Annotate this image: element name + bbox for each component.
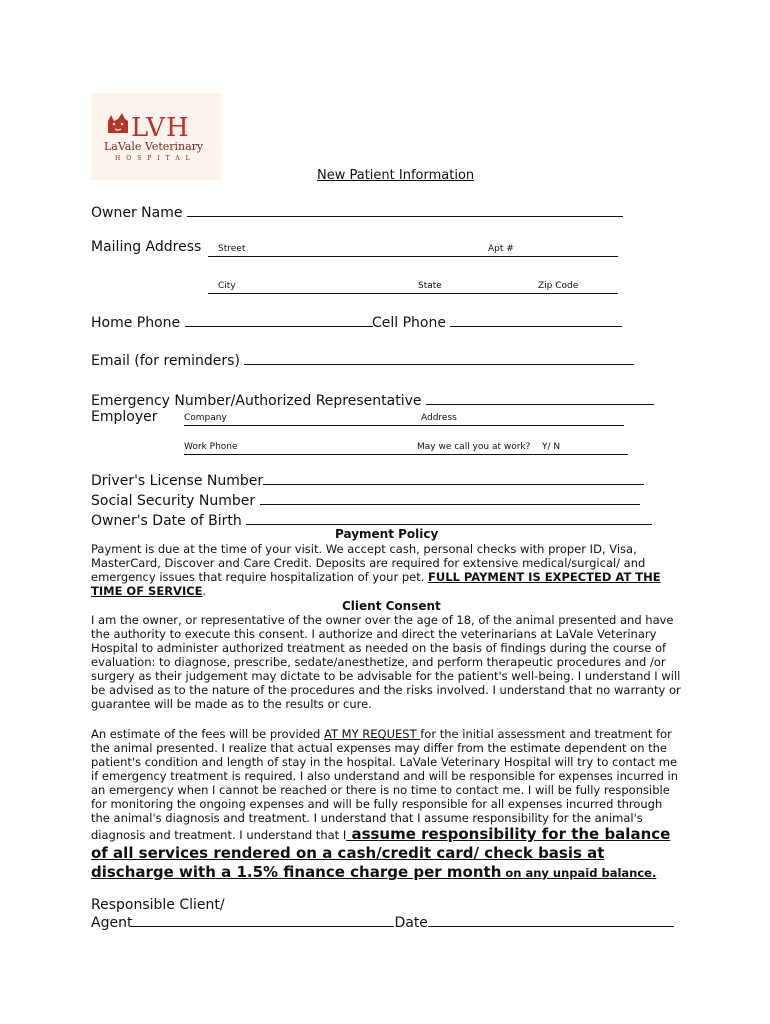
company-address-field[interactable] [184,413,624,426]
street-label: Street [218,244,246,254]
estimate-text-body: for the initial assessment and treatment for the animal presented. I realize that actual expenses may differ from the estimate dependent on the patient's condition and length of stay in the hospital. LaVale Veterinary Hospital will try to contact me if emergency treatment is required. I also understand and will be responsible for expenses incurred in an emergency when I cannot be reached or there is no time to contact me. I will be fully responsible for monitoring the ongoing expenses and will be fully responsible for all expenses incurred through the animal's diagnosis and treatment. I understand that I assume responsibility for the animal's diagnosis and treatment. I understand that I [91,727,679,842]
apt-label: Apt # [488,244,514,254]
full-payment-notice: FULL PAYMENT IS EXPECTED AT THE TIME OF SERVICE [91,570,661,598]
estimate-paragraph [91,727,681,882]
employer-label: Employer [91,409,158,425]
work-phone-field[interactable] [184,442,628,455]
signature-row [91,912,674,931]
cell-phone-row [372,312,622,331]
estimate-text-start: An estimate of the fees will be provided [91,727,325,741]
at-my-request: AT MY REQUEST [324,727,421,741]
address-label: Address [421,413,457,423]
balance-responsibility: assume responsibility for the balance of all services rendered on a cash/credit card/ check basis at discharge with a 1.5% finance charge per month [91,825,671,881]
drivers-license-row [91,470,644,489]
logo-name: LaVale Veterinary [104,140,204,153]
drivers-license-field[interactable] [263,470,644,485]
date-label: Date [394,915,428,931]
state-label: State [418,281,442,291]
cell-phone-field[interactable] [450,312,622,327]
agent-signature-field[interactable] [132,912,394,927]
dob-field[interactable] [246,510,652,525]
logo-initials: LVH [131,113,190,143]
owner-name-row [91,202,623,221]
dob-label: Owner's Date of Birth [91,513,242,529]
payment-period: . [202,584,207,598]
call-at-work-label: May we call you at work? [417,442,531,452]
payment-policy-heading: Payment Policy [335,527,439,541]
payment-policy-body: Payment is due at the time of your visit. We accept cash, personal checks with proper ID, Visa, MasterCard, Discover and Care Credit. Deposits are required for extensive medical/surgical/ and emergency issues that require hospitalization of your pet. [91,542,646,584]
logo-subtitle: HOSPITAL [115,155,196,162]
emergency-row [91,390,654,409]
agent-label: Agent [91,915,133,931]
unpaid-balance-text: on any unpaid balance. [501,866,657,880]
client-consent-paragraph: I am the owner, or representative of the owner over the age of 18, of the animal presented and have the authority to execute this consent. I authorize and direct the veterinarians at LaVale Veterinary Hospital to administer authorized treatment as needed on the basis of findings during the course of evaluation: to diagnose, prescribe, sedate/anesthetize, and perform therapeutic procedures and /or surgery as their judgement may dictate to be advisable for the patient's well-being. I understand I will be advised as to the nature of the procedures and the risks involved. I understand that no warranty or guarantee will be made as to the results or cure. [91,613,681,711]
date-field[interactable] [428,912,674,927]
ssn-row [91,490,640,509]
work-phone-label: Work Phone [184,442,238,452]
page-title: New Patient Information [317,168,475,183]
home-phone-field[interactable] [185,312,373,327]
payment-policy-text [91,542,681,598]
home-phone-label: Home Phone [91,315,181,331]
zip-label: Zip Code [538,281,579,291]
client-consent-heading: Client Consent [342,599,441,613]
city-label: City [218,281,236,291]
email-row [91,350,634,369]
owner-name-field[interactable] [187,202,623,217]
home-phone-row [91,312,373,331]
email-label: Email (for reminders) [91,353,240,369]
ssn-field[interactable] [260,490,640,505]
drivers-license-label: Driver's License Number [91,473,264,489]
cell-phone-label: Cell Phone [372,315,446,331]
hospital-logo [91,93,221,180]
cat-dog-icon [105,109,131,135]
emergency-label: Emergency Number/Authorized Representative [91,393,422,409]
street-field[interactable] [208,244,618,257]
city-state-zip-field[interactable] [208,281,618,294]
emergency-field[interactable] [426,390,654,405]
email-field[interactable] [244,350,634,365]
ssn-label: Social Security Number [91,493,256,509]
mailing-address-label: Mailing Address [91,239,202,255]
yes-no-label: Y/ N [542,442,561,452]
mailing-address-row [91,239,201,255]
owner-name-label: Owner Name [91,205,183,221]
company-label: Company [184,413,227,423]
responsible-client-label: Responsible Client/ [91,897,225,913]
